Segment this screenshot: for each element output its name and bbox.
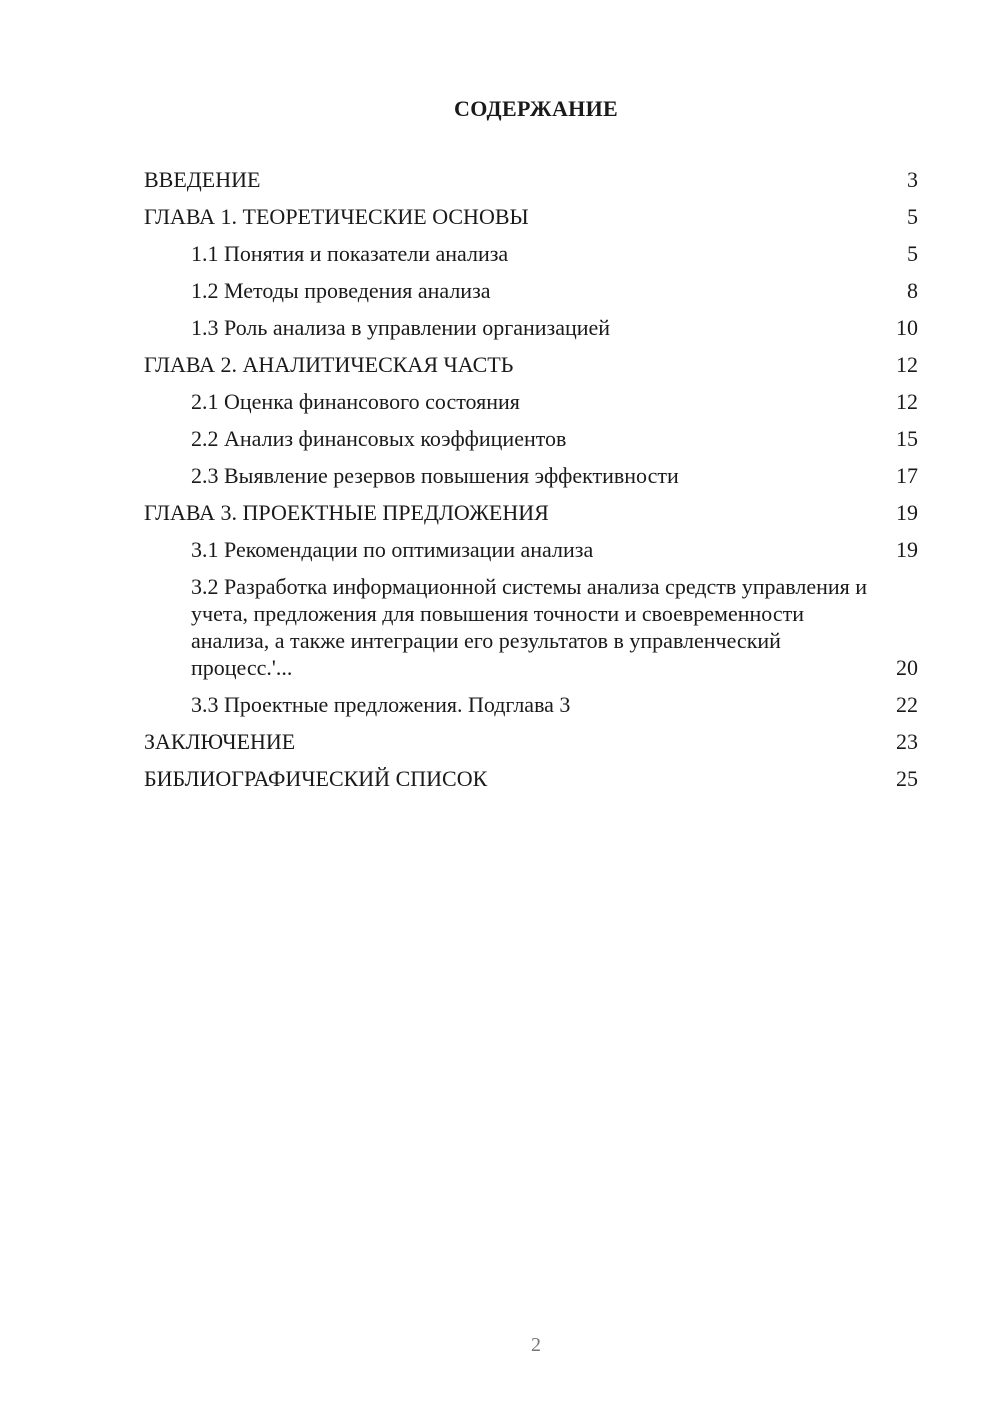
toc-entry-chapter-3[interactable] (144, 499, 918, 526)
toc-entry-title: 1.2 Методы проведения анализа (191, 278, 491, 303)
toc-entry-page: 3 (907, 167, 918, 192)
toc-entry-title: 1.3 Роль анализа в управлении организацией (191, 315, 611, 340)
toc-entry-title: ГЛАВА 3. ПРОЕКТНЫЕ ПРЕДЛОЖЕНИЯ (144, 500, 549, 525)
toc-entry-title: БИБЛИОГРАФИЧЕСКИЙ СПИСОК (144, 766, 488, 791)
toc-entry-title: ГЛАВА 1. ТЕОРЕТИЧЕСКИЕ ОСНОВЫ (144, 204, 529, 229)
toc-entry-page: 5 (907, 204, 918, 229)
toc-entry-bibliography[interactable] (144, 765, 918, 792)
toc-entry-page: 17 (896, 463, 918, 488)
toc-entry-chapter-1[interactable] (144, 203, 918, 230)
toc-entry-title: 2.3 Выявление резервов повышения эффективности (191, 463, 679, 488)
toc-entry-page: 19 (896, 500, 918, 525)
toc-entry-page: 23 (896, 729, 918, 754)
toc-entry-title: 3.2 Разработка информационной системы анализа средств управления и учета, предложения для повышения точности и своевременности анализа, а также интеграции его результатов в управленческий процесс.'... (191, 574, 868, 680)
toc-entry-title: 3.1 Рекомендации по оптимизации анализа (191, 537, 594, 562)
toc-entry-chapter-2[interactable] (144, 351, 918, 378)
toc-entry-section-3-1[interactable] (144, 536, 918, 563)
toc-entry-page: 10 (896, 315, 918, 340)
toc-entry-section-2-3[interactable] (144, 462, 918, 489)
toc-entry-page: 12 (896, 352, 918, 377)
toc-entry-page: 15 (896, 426, 918, 451)
toc-entry-page: 22 (896, 692, 918, 717)
toc-entry-title: ГЛАВА 2. АНАЛИТИЧЕСКАЯ ЧАСТЬ (144, 352, 514, 377)
toc-entry-section-3-3[interactable] (144, 691, 918, 718)
page-number: 2 (531, 1334, 541, 1356)
toc-entry-page: 25 (896, 766, 918, 791)
toc-entry-title: ЗАКЛЮЧЕНИЕ (144, 729, 296, 754)
toc-entry-page: 20 (896, 655, 918, 680)
toc-entry-page: 12 (896, 389, 918, 414)
toc-entry-title: 1.1 Понятия и показатели анализа (191, 241, 509, 266)
toc-entry-page: 8 (907, 278, 918, 303)
toc-entry-section-1-2[interactable] (144, 277, 918, 304)
toc-entry-section-2-2[interactable] (144, 425, 918, 452)
toc-entry-section-2-1[interactable] (144, 388, 918, 415)
toc-entry-page: 19 (896, 537, 918, 562)
toc-entry-introduction[interactable] (144, 166, 918, 193)
toc-entry-title: 2.2 Анализ финансовых коэффициентов (191, 426, 567, 451)
toc-entry-title: 3.3 Проектные предложения. Подглава 3 (191, 692, 571, 717)
table-of-contents (144, 166, 918, 802)
page-title: СОДЕРЖАНИЕ (454, 96, 618, 121)
toc-entry-section-1-1[interactable] (144, 240, 918, 267)
toc-entry-conclusion[interactable] (144, 728, 918, 755)
toc-entry-section-1-3[interactable] (144, 314, 918, 341)
toc-entry-title: ВВЕДЕНИЕ (144, 167, 261, 192)
toc-entry-section-3-2[interactable] (144, 573, 918, 681)
toc-entry-title: 2.1 Оценка финансового состояния (191, 389, 520, 414)
toc-entry-page: 5 (907, 241, 918, 266)
